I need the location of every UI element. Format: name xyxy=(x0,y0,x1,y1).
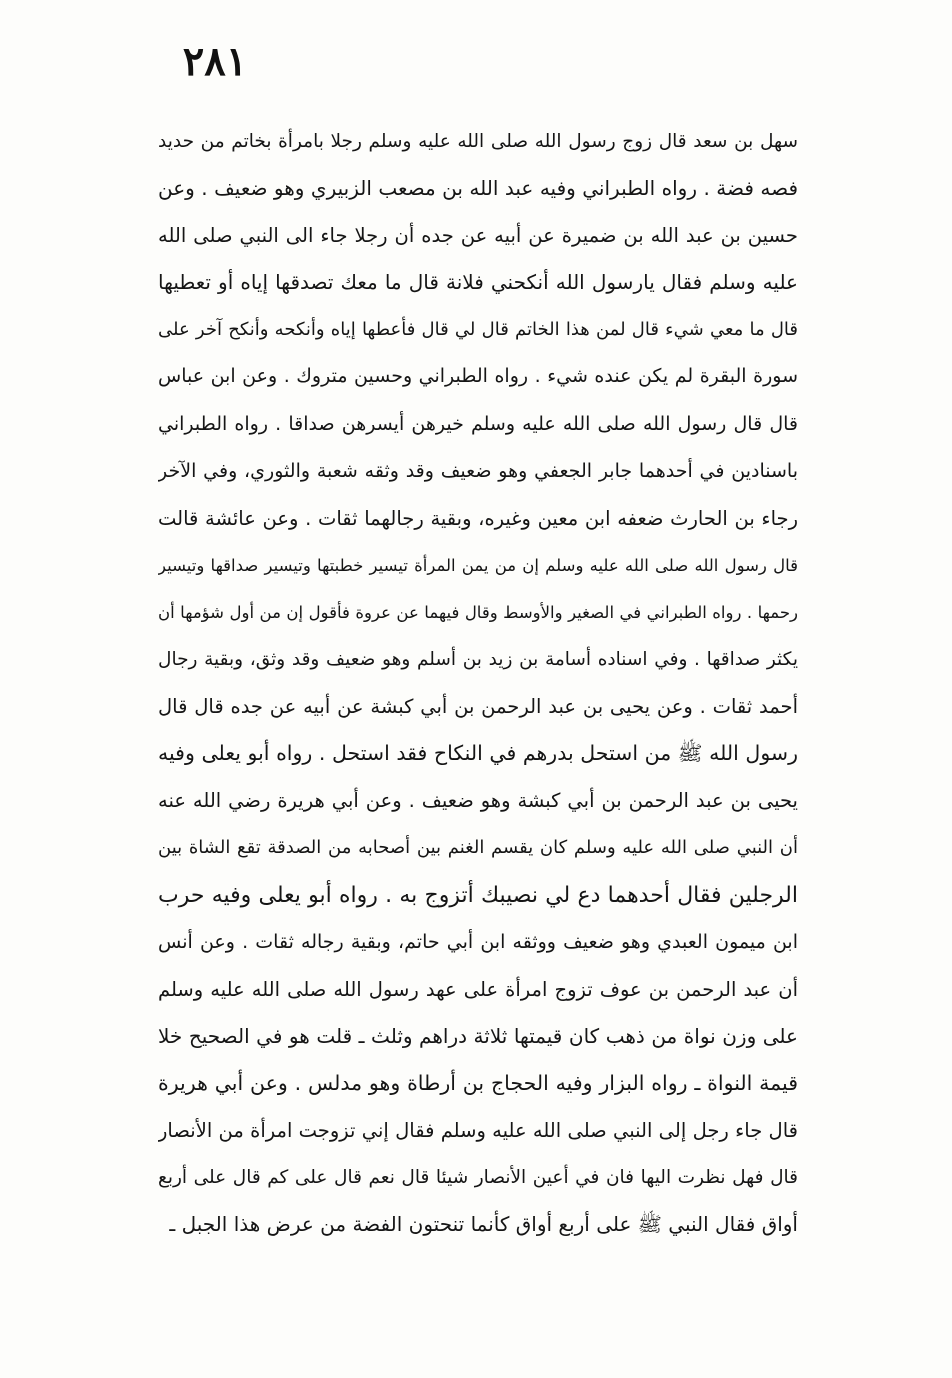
text-line: أن النبي صلى الله عليه وسلم كان يقسم الغنم بين أصحابه من الصدقة تقع الشاة بين xyxy=(158,837,798,859)
text-line: فصه فضة . رواه الطبراني وفيه عبد الله بن مصعب الزبيري وهو ضعيف . وعن xyxy=(158,176,798,201)
text-line: قيمة النواة ـ رواه البزار وفيه الحجاج بن أرطاة وهو مدلس . وعن أبي هريرة xyxy=(158,1070,798,1095)
text-line: رحمها . رواه الطبراني في الصغير والأوسط وقال فيهما عن عروة فأقول إن من أول شؤمها أن xyxy=(158,602,798,622)
text-line: قال جاء رجل إلى النبي صلى الله عليه وسلم فقال إني تزوجت امرأة من الأنصار xyxy=(158,1118,798,1142)
text-line: قال ما معي شيء قال لمن هذا الخاتم قال لي قال فأعطها إياه وأنكحه وأنكح آخر على xyxy=(158,319,798,341)
text-line: عليه وسلم فقال يارسول الله أنكحني فلانة قال ما معك تصدقها إياه أو تعطيها xyxy=(158,270,798,295)
text-line: الرجلين فقال أحدهما دع لي نصيبك أتزوج به . رواه أبو يعلى وفيه حرب xyxy=(158,882,798,908)
text-line: يكثر صداقها . وفي اسناده أسامة بن زيد بن أسلم وهو ضعيف وقد وثق، وبقية رجال xyxy=(158,649,798,671)
text-line: حسين بن عبد الله بن ضميرة عن أبيه عن جده أن رجلا جاء الى النبي صلى الله xyxy=(158,224,798,248)
text-line: أحمد ثقات . وعن يحيى بن عبد الرحمن بن أبي كبشة عن أبيه عن جده قال قال xyxy=(158,695,798,719)
text-line: سورة البقرة لم يكن عنده شيء . رواه الطبراني وحسين متروك . وعن ابن عباس xyxy=(158,365,798,388)
text-line: يحيى بن عبد الرحمن بن أبي كبشة وهو ضعيف . وعن أبي هريرة رضي الله عنه xyxy=(158,789,798,813)
text-line: قال فهل نظرت اليها فان في أعين الأنصار شيئا قال نعم قال على كم قال على أربع xyxy=(158,1167,798,1189)
body-text xyxy=(158,118,798,1248)
text-line: سهل بن سعد قال زوج رسول الله صلى الله عليه وسلم رجلا بامرأة بخاتم من حديد xyxy=(158,131,798,152)
text-line: ابن ميمون العبدي وهو ضعيف ووثقه ابن أبي حاتم، وبقية رجاله ثقات . وعن أنس xyxy=(158,930,798,953)
text-line: باسنادين في أحدهما جابر الجعفي وهو ضعيف وقد وثقه شعبة والثوري، وفي الآخر xyxy=(158,459,798,482)
text-line: رجاء بن الحارث ضعفه ابن معين وغيره، وبقية رجالهما ثقات . وعن عائشة قالت xyxy=(158,506,798,530)
text-line: قال رسول الله صلى الله عليه وسلم إن من يمن المرأة تيسير خطبتها وتيسير صداقها وتيسير xyxy=(158,555,798,575)
text-line: أواق فقال النبي ﷺ على أربع أواق كأنما تنحتون الفضة من عرض هذا الجبل ـ xyxy=(169,1212,798,1237)
text-line: رسول الله ﷺ من استحل بدرهم في النكاح فقد استحل . رواه أبو يعلى وفيه xyxy=(158,741,798,766)
text-line: على وزن نواة من ذهب كان قيمتها ثلاثة دراهم وثلث ـ قلت هو في الصحيح خلا xyxy=(158,1023,798,1048)
text-line: قال قال رسول الله صلى الله عليه وسلم خيرهن أيسرهن صداقا . رواه الطبراني xyxy=(158,412,798,435)
text-line: أن عبد الرحمن بن عوف تزوج امرأة على عهد رسول الله صلى الله عليه وسلم xyxy=(158,977,798,1001)
page-number: ٢٨١ xyxy=(182,38,248,85)
